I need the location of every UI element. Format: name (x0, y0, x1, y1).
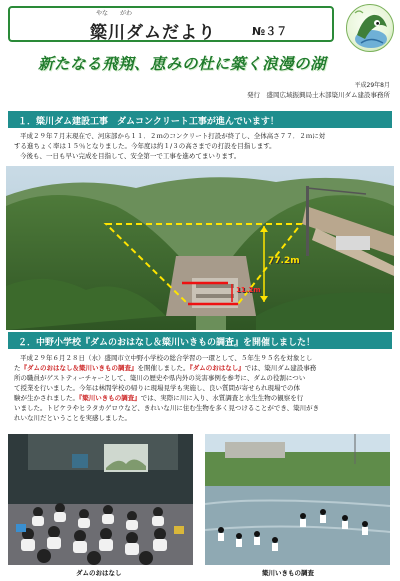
section-1-line: 今後も、一日も早い完成を目指して、安全第一で工事を進めてまいります。 (20, 152, 241, 160)
section-2-line: れいな川だということを実感しました。 (14, 414, 131, 422)
section-2-line: 験が生かされました。『簗川いきもの調査』では、実際に川に入り、水質調査と水生生物の観察を行 (14, 394, 304, 402)
classroom-photo (8, 434, 193, 565)
dam-photo-illustration (6, 166, 394, 330)
creature-survey-highlight: 『簗川いきもの調査』 (79, 394, 141, 402)
title-ruby-yana: やな (96, 10, 109, 17)
section-2-body (14, 353, 386, 423)
dam-talk-highlight: 『ダムのおはなし』 (189, 364, 245, 372)
section-1-heading: １．簗川ダム建設工事 ダムコンクリート工事が進んでいます！ (8, 111, 392, 128)
event-title-highlight: 『ダムのおはなし＆簗川いきもの調査』 (20, 364, 138, 372)
caption-dam-talk: ダムのおはなし (76, 569, 122, 577)
newsletter-title: 簗川ダムだより (90, 23, 216, 43)
title-box (8, 6, 334, 42)
section-2-line: て授業を行いました。今年は林間学校の帰りに現場見学も実施し、良い質問が寄せられ現場での体 (14, 384, 300, 392)
classroom-illustration (8, 434, 193, 565)
dam-height-done-label: 11.2m (236, 286, 261, 294)
section-1-body (14, 131, 386, 161)
section-1-line: する進ちょく率は１５％となりました。今年度は約１/３の高さまでの打設を目指します。 (14, 142, 276, 150)
section-2-line: いました。トビケラやヒラタカゲロウなど、きれいな川に住む生物を多く見つけることができ、簗川がき (14, 404, 320, 412)
caption-creature-survey: 簗川いきもの調査 (262, 569, 314, 577)
section-2-line: 所の職員がゲストティーチャーとして、簗川の歴史や県内外の災害事例を参考に、ダムの役割につい (14, 374, 306, 382)
dam-construction-photo (6, 166, 394, 330)
dam-height-total-label: 77.2m (268, 256, 300, 266)
river-survey-photo (205, 434, 390, 565)
river-illustration (205, 434, 390, 565)
slogan: 新たなる飛翔、恵みの杜に築く浪漫の湖 (38, 55, 327, 73)
issuer: 発行 盛岡広域振興局土木部簗川ダム建設事務所 (247, 91, 390, 99)
dam-mascot-logo-icon (346, 4, 394, 52)
section-1-line: 平成２９年７月末現在で、河床部から１１．２ｍのコンクリート打設が終了し、全体高さ７７．２ｍに対 (20, 132, 326, 140)
issue-number: №３７ (252, 25, 288, 38)
section-2-heading: ２．中野小学校『ダムのおはなし＆簗川いきもの調査』を開催しました！ (8, 332, 392, 349)
title-ruby-kawa: がわ (120, 10, 133, 17)
issue-date: 平成29年8月 (354, 82, 390, 89)
section-2-line: 平成２９年６月２８日（水）盛岡市立中野小学校の総合学習の一環として、５年生９５名を対象とし (20, 354, 313, 362)
section-2-line: た『ダムのおはなし＆簗川いきもの調査』を開催しました。『ダムのおはなし』では、簗川ダム建設事務 (14, 364, 317, 372)
